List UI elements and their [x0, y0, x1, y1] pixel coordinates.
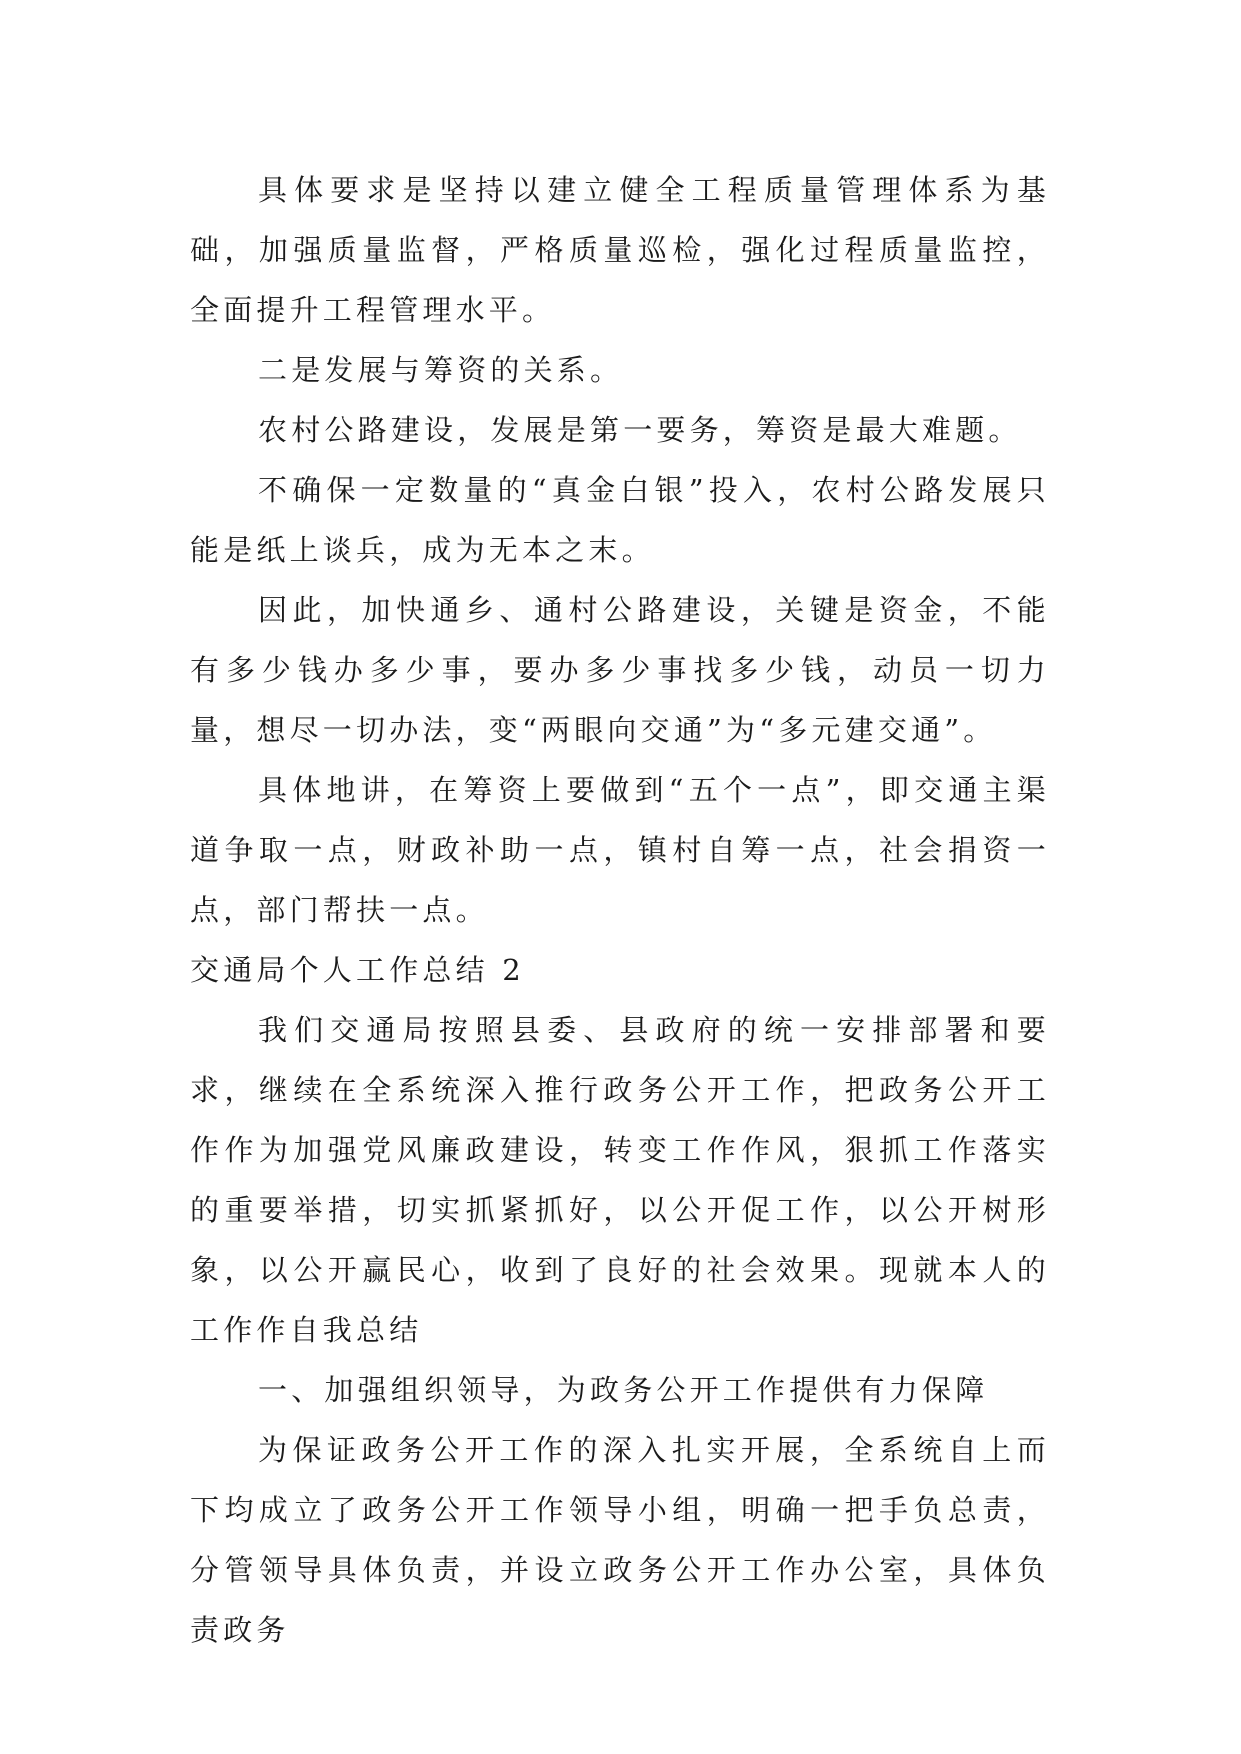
document-body — [190, 160, 1050, 1660]
paragraph: 为保证政务公开工作的深入扎实开展，全系统自上而下均成立了政务公开工作领导小组，明确一把手负总责，分管领导具体负责，并设立政务公开工作办公室，具体负责政务 — [190, 1433, 1050, 1647]
paragraph: 农村公路建设，发展是第一要务，筹资是最大难题。 — [258, 413, 1022, 447]
paragraph: 具体要求是坚持以建立健全工程质量管理体系为基础，加强质量监督，严格质量巡检，强化过程质量监控，全面提升工程管理水平。 — [190, 173, 1050, 327]
paragraph: 具体地讲，在筹资上要做到“五个一点”，即交通主渠道争取一点，财政补助一点，镇村自筹一点，社会捐资一点，部门帮扶一点。 — [190, 773, 1050, 927]
paragraph: 因此，加快通乡、通村公路建设，关键是资金，不能有多少钱办多少事，要办多少事找多少钱，动员一切力量，想尽一切办法，变“两眼向交通”为“多元建交通”。 — [190, 593, 1050, 747]
section-title: 交通局个人工作总结 2 — [190, 953, 525, 987]
paragraph: 不确保一定数量的“真金白银”投入，农村公路发展只能是纸上谈兵，成为无本之末。 — [190, 473, 1050, 567]
paragraph: 我们交通局按照县委、县政府的统一安排部署和要求，继续在全系统深入推行政务公开工作，把政务公开工作作为加强党风廉政建设，转变工作作风，狠抓工作落实的重要举措，切实抓紧抓好，以公开促工作，以公开树形象，以公开赢民心，收到了良好的社会效果。现就本人的工作作自我总结 — [190, 1013, 1050, 1347]
paragraph: 一、加强组织领导，为政务公开工作提供有力保障 — [258, 1373, 989, 1407]
paragraph: 二是发展与筹资的关系。 — [258, 353, 624, 387]
